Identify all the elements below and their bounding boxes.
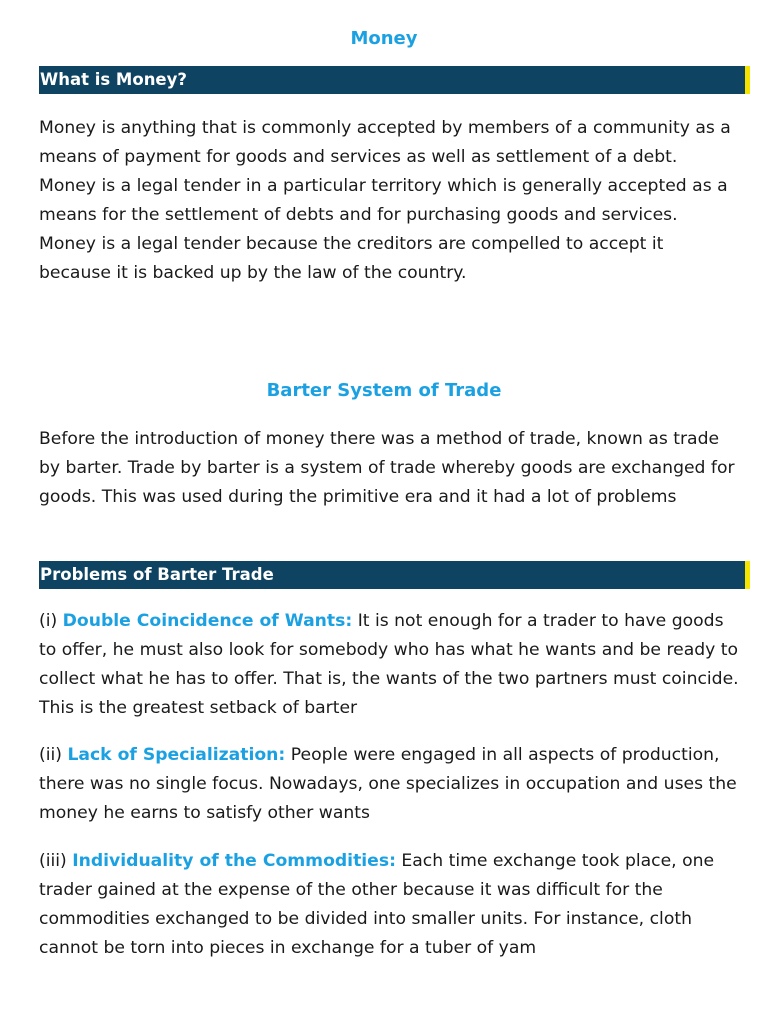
page-title: Money xyxy=(350,28,418,49)
section-title-barter: Barter System of Trade xyxy=(266,380,502,401)
problem-description: Each time exchange took place, one trader gained at the expense of the other because it was difficult for the commodities exchanged to be divided into smaller units. For instance, cloth cannot be torn into pieces in exchange for a tuber of yam xyxy=(39,851,715,958)
heading-bar-what-is-money xyxy=(39,66,750,94)
problem-number: (iii) xyxy=(39,851,67,871)
heading-bar-problems xyxy=(39,561,750,589)
problem-number: (i) xyxy=(39,611,58,631)
section-heading-problems: Problems of Barter Trade xyxy=(40,565,274,584)
problem-description: People were engaged in all aspects of production, there was no single focus. Nowadays, one specializes in occupation and uses the money he earns to satisfy other wants xyxy=(39,745,737,823)
problem-term: Double Coincidence of Wants: xyxy=(62,611,353,631)
problem-number: (ii) xyxy=(39,745,62,765)
section-heading-what-is-money: What is Money? xyxy=(40,70,187,89)
problem-item xyxy=(39,847,739,963)
problem-item xyxy=(39,607,739,723)
paragraph-barter: Before the introduction of money there was a method of trade, known as trade by barter. Trade by barter is a system of trade whereby goods are exchanged for goods. This was used during the primitive era and it had a lot of problems xyxy=(39,429,735,507)
paragraph-definition: Money is anything that is commonly accepted by members of a community as a means of payment for goods and services as well as settlement of a debt. Money is a legal tender in a particular territory which is generally accepted as a means for the settlement of debts and for purchasing goods and services. Money is a legal tender because the creditors are compelled to accept it because it is backed up by the law of the country. xyxy=(39,118,731,283)
problem-item xyxy=(39,741,739,828)
problem-term: Individuality of the Commodities: xyxy=(72,851,396,871)
problem-term: Lack of Specialization: xyxy=(67,745,286,765)
problem-description: It is not enough for a trader to have goods to offer, he must also look for somebody who has what he wants and be ready to collect what he has to offer. That is, the wants of the two partners must coincide. This is the greatest setback of barter xyxy=(39,611,739,718)
